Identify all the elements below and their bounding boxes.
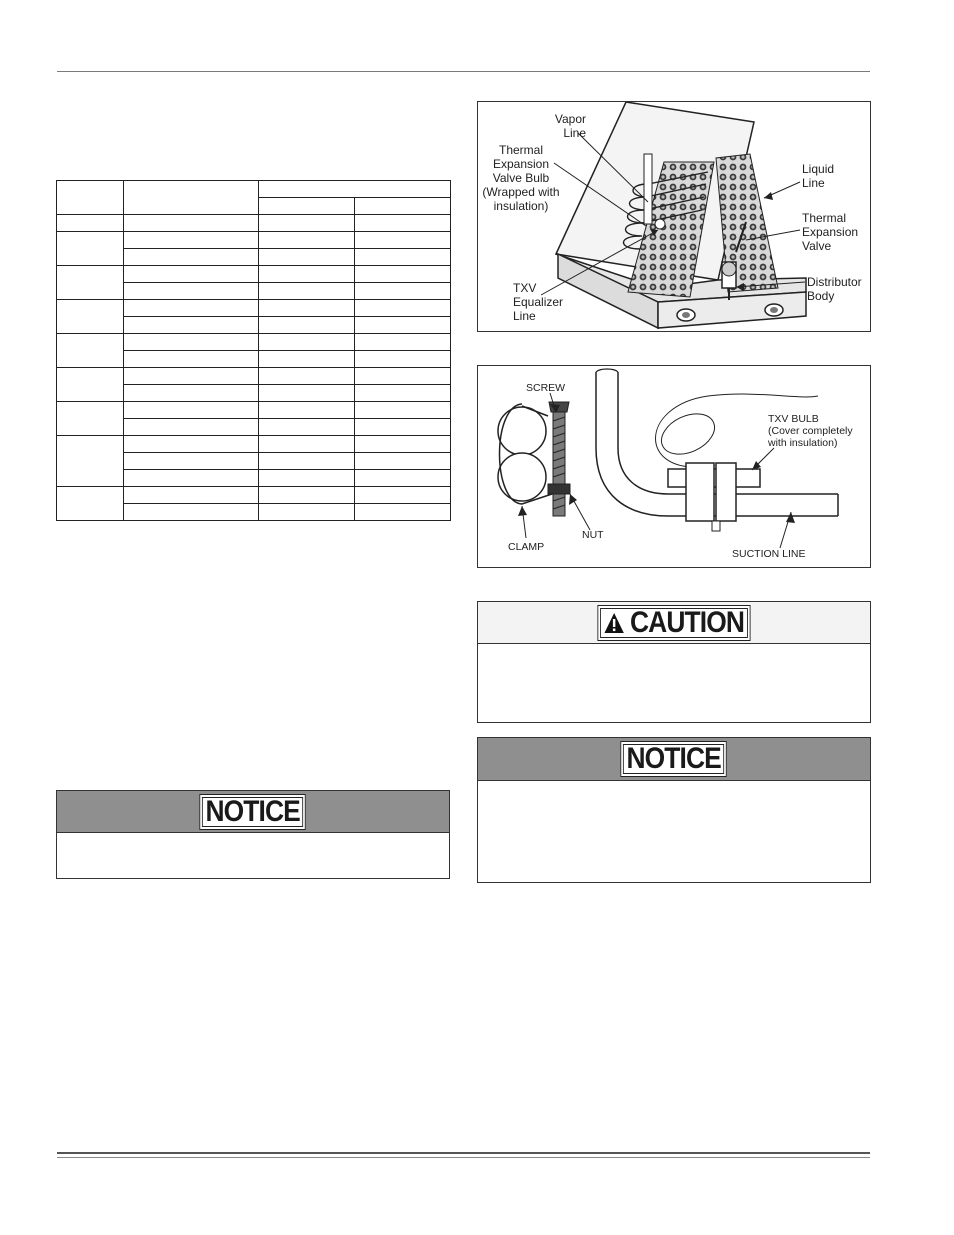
caution-badge [598,605,751,641]
footer-rule-thin [57,1157,870,1158]
figure-txv-bulb-clamp [477,365,871,568]
notice-box-right [477,737,871,883]
label-txv-bulb: Thermal Expansion Valve Bulb (Wrapped with insulation) [482,143,560,213]
table-row [57,334,451,351]
caution-banner [478,602,870,644]
label-nut: NUT [582,529,604,541]
label-distributor-body: Distributor Body [807,275,862,303]
label-suction-line: SUCTION LINE [732,548,806,560]
table-row [57,368,451,385]
label-clamp: CLAMP [508,541,545,553]
header-rule [57,71,870,72]
table-row [57,215,451,232]
caution-box [477,601,871,723]
table-row [57,300,451,317]
table-row [57,487,451,504]
notice-label-left: NOTICE [205,794,301,828]
spec-table [56,180,451,521]
table-header-cell [124,181,259,215]
caution-label: CAUTION [630,605,745,639]
label-txv-bulb-cover: TXV BULB (Cover completely with insulation) [768,413,853,449]
notice-badge-left [200,794,307,830]
footer-rule [57,1152,870,1154]
table-header-cell [259,181,451,198]
table-row [57,232,451,249]
label-thermal-expansion-valve: Thermal Expansion Valve [802,211,859,253]
warning-triangle-icon [604,612,625,634]
notice-box-left [56,790,450,879]
table-row [57,436,451,453]
table-row [57,402,451,419]
clamp-illustration [478,366,870,567]
label-txv-equalizer-line: TXV Equalizer Line [513,281,564,323]
notice-banner-left [57,791,449,833]
label-vapor-line: Vapor Line [554,112,586,140]
table-row [57,266,451,283]
table-header-cell [355,198,451,215]
label-liquid-line: Liquid Line [802,162,835,190]
notice-banner-right [478,738,870,781]
table-header-cell [259,198,355,215]
label-screw: SCREW [526,382,566,394]
notice-badge-right [621,741,728,777]
table-header-cell [57,181,124,215]
notice-label-right: NOTICE [626,742,722,775]
figure-coil-txv [477,101,871,332]
